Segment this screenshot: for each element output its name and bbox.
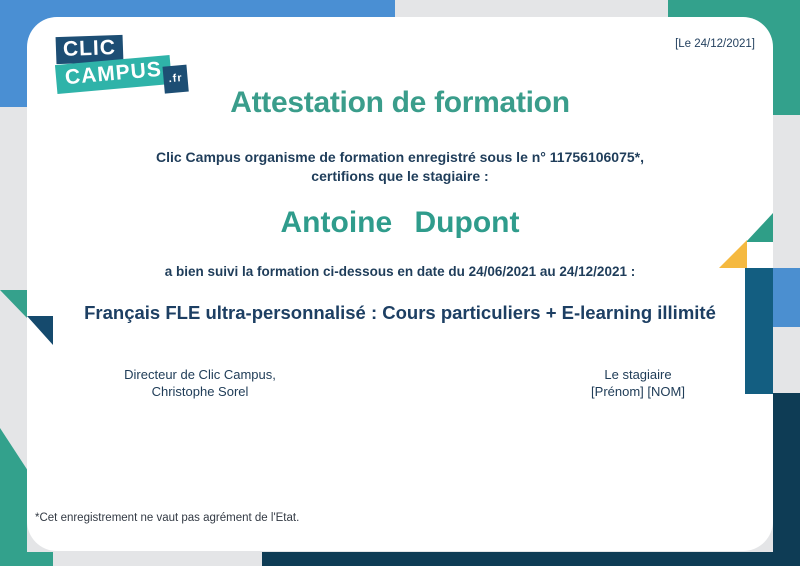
decor-block-navy-bottom: [262, 552, 800, 566]
signature-trainee: [543, 366, 733, 400]
certificate-title: Attestation de formation: [230, 86, 570, 119]
signature-director-name: Christophe Sorel: [151, 384, 249, 399]
footnote: *Cet enregistrement ne vaut pas agrément de l'Etat.: [35, 512, 300, 524]
registration-line: Clic Campus organisme de formation enregistré sous le n° 11756106075*,: [155, 149, 645, 165]
signature-trainee-role: Le stagiaire: [604, 367, 672, 382]
training-period-line: a bien suivi la formation ci-dessous en date du 24/06/2021 au 24/12/2021 :: [164, 264, 636, 279]
registration-block: [27, 148, 773, 186]
decor-block-teal-bottom: [0, 552, 53, 566]
signature-director: [105, 366, 295, 400]
logo-fr-badge: .fr: [163, 65, 189, 94]
signature-trainee-name: [Prénom] [NOM]: [591, 384, 685, 399]
logo-campus-label: CAMPUS: [64, 57, 163, 90]
decor-block-gray-right-upper: [773, 115, 800, 268]
certify-line: certifions que le stagiaire :: [311, 168, 489, 184]
trainee-name: Antoine Dupont: [280, 206, 520, 239]
decor-block-gray-right-lower: [773, 327, 800, 393]
course-title: Français FLE ultra-personnalisé : Cours particuliers + E-learning illimité: [84, 302, 716, 323]
signature-director-role: Directeur de Clic Campus,: [124, 367, 276, 382]
decor-block-navy-right: [773, 393, 800, 566]
decor-block-gray-bottom: [53, 552, 262, 566]
logo-clic-text: CLIC: [56, 35, 124, 64]
decor-rectangle-slate-right: [745, 268, 773, 394]
decor-block-blue-right: [773, 268, 800, 327]
issue-date-label: [Le 24/12/2021]: [675, 38, 755, 50]
